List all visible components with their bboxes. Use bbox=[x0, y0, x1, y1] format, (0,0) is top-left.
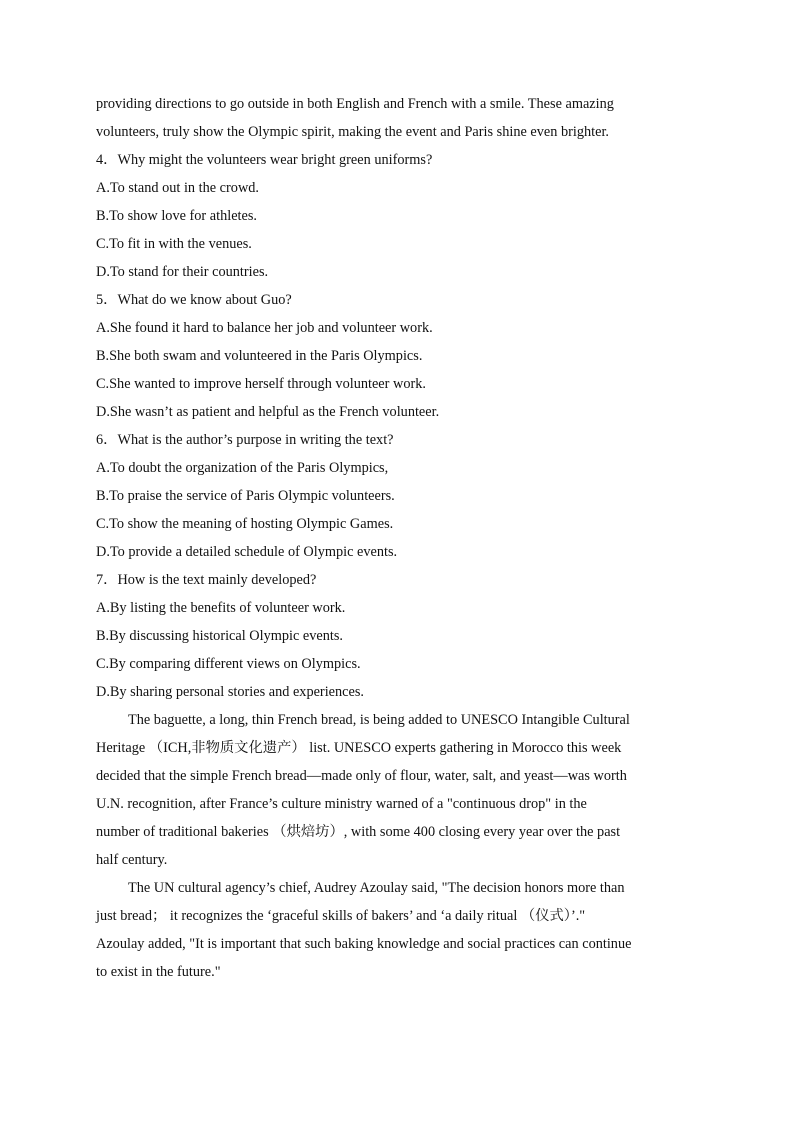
question-stem: 5．What do we know about Guo? bbox=[96, 292, 292, 308]
option-c: C.To fit in with the venues. bbox=[96, 236, 252, 252]
option-c: C.By comparing different views on Olympics. bbox=[96, 656, 361, 672]
passage-line: to exist in the future." bbox=[96, 964, 221, 980]
question-stem: 6．What is the author’s purpose in writing the text? bbox=[96, 432, 394, 448]
passage-paragraph-2 bbox=[96, 874, 696, 986]
option-b: B.By discussing historical Olympic events. bbox=[96, 628, 343, 644]
option-b: B.To praise the service of Paris Olympic volunteers. bbox=[96, 488, 395, 504]
option-b: B.To show love for athletes. bbox=[96, 208, 258, 224]
question-5 bbox=[96, 286, 696, 426]
question-6 bbox=[96, 426, 696, 566]
option-b: B.She both swam and volunteered in the Paris Olympics. bbox=[96, 348, 423, 364]
question-7 bbox=[96, 566, 696, 706]
option-d: D.To provide a detailed schedule of Olympic events. bbox=[96, 544, 398, 560]
option-d: D.To stand for their countries. bbox=[96, 264, 269, 280]
passage-line: half century. bbox=[96, 852, 168, 868]
option-a: A.To doubt the organization of the Paris Olympics, bbox=[96, 460, 389, 476]
passage-line: Heritage （ICH,非物质文化遗产） list. UNESCO experts gathering in Morocco this week bbox=[96, 740, 622, 756]
passage-line: Azoulay added, "It is important that such baking knowledge and social practices can continue bbox=[96, 936, 632, 952]
option-a: A.By listing the benefits of volunteer work. bbox=[96, 600, 346, 616]
passage-line: decided that the simple French bread—made only of flour, water, salt, and yeast—was worth bbox=[96, 768, 627, 784]
option-c: C.She wanted to improve herself through volunteer work. bbox=[96, 376, 426, 392]
document-page bbox=[96, 90, 696, 986]
question-stem: 4．Why might the volunteers wear bright green uniforms? bbox=[96, 152, 433, 168]
intro-line: volunteers, truly show the Olympic spirit, making the event and Paris shine even brighter. bbox=[96, 124, 609, 140]
option-d: D.By sharing personal stories and experiences. bbox=[96, 684, 364, 700]
passage-line: The UN cultural agency’s chief, Audrey Azoulay said, "The decision honors more than bbox=[128, 880, 625, 896]
passage-line: U.N. recognition, after France’s culture ministry warned of a "continuous drop" in the bbox=[96, 796, 587, 812]
option-a: A.To stand out in the crowd. bbox=[96, 180, 259, 196]
option-c: C.To show the meaning of hosting Olympic Games. bbox=[96, 516, 394, 532]
option-d: D.She wasn’t as patient and helpful as the French volunteer. bbox=[96, 404, 440, 420]
passage-paragraph-1 bbox=[96, 706, 696, 874]
option-a: A.She found it hard to balance her job and volunteer work. bbox=[96, 320, 433, 336]
passage-line: just bread； it recognizes the ‘graceful skills of bakers’ and ‘a daily ritual （仪式）’." bbox=[96, 908, 586, 924]
question-4 bbox=[96, 146, 696, 286]
intro-paragraph bbox=[96, 90, 696, 146]
question-stem: 7．How is the text mainly developed? bbox=[96, 572, 317, 588]
passage-line: The baguette, a long, thin French bread, is being added to UNESCO Intangible Cultural bbox=[128, 712, 630, 728]
intro-line: providing directions to go outside in both English and French with a smile. These amazing bbox=[96, 96, 614, 112]
passage-line: number of traditional bakeries （烘焙坊）, with some 400 closing every year over the past bbox=[96, 824, 621, 840]
